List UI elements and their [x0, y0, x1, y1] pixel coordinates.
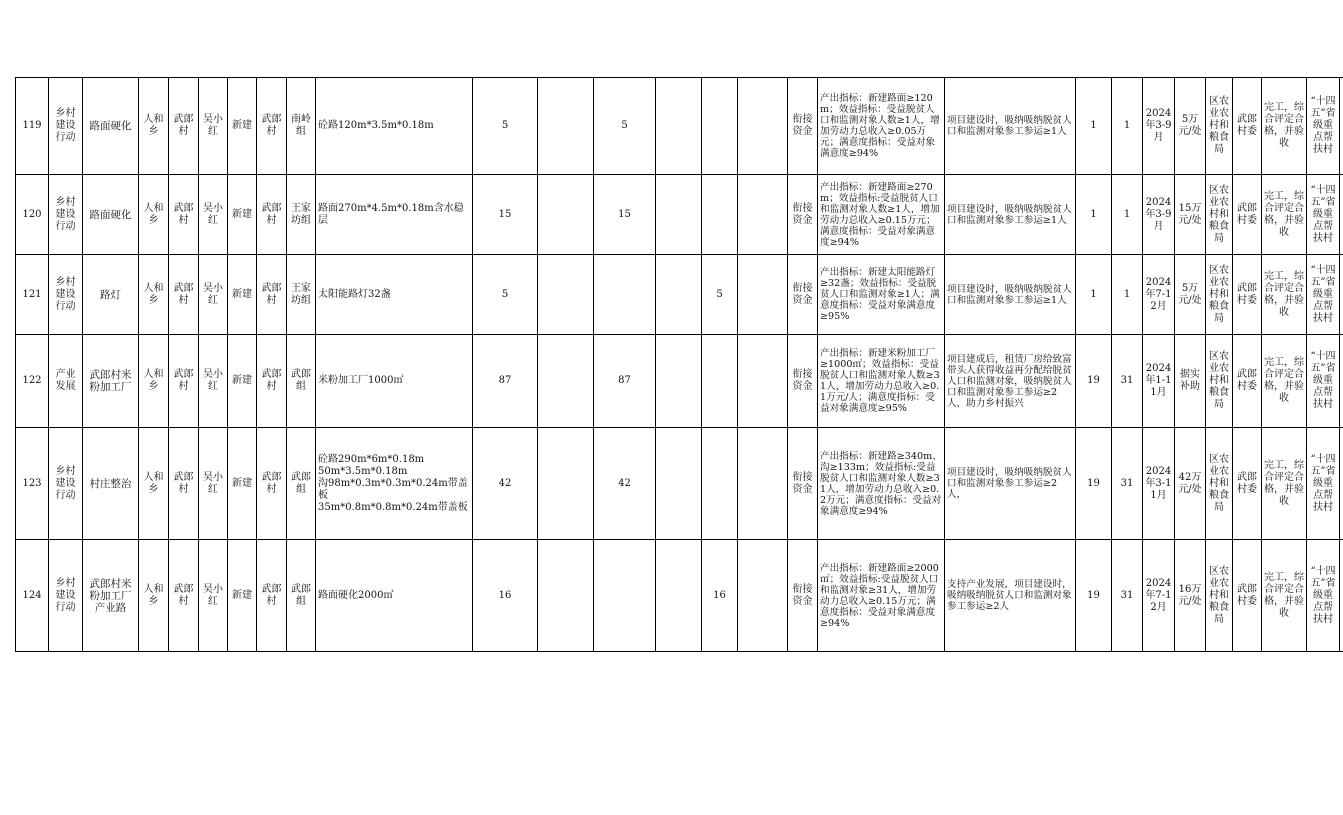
project-category: 产业发展: [49, 335, 83, 428]
implementing-unit: 武郎村委: [1233, 175, 1262, 255]
row-number: 122: [16, 335, 49, 428]
subsidy-standard: 15万元/处: [1175, 175, 1206, 255]
beneficiary-households: 19: [1076, 335, 1112, 428]
responsible-department: 区农业农村和粮食局: [1206, 335, 1233, 428]
construction-type: 新建: [228, 540, 257, 652]
beneficiary-persons: 31: [1112, 335, 1143, 428]
implementation-period: 2024年7-12月: [1143, 540, 1175, 652]
village: 武郎村: [169, 78, 199, 175]
table-body: [16, 78, 1343, 652]
fund-source: 衔接资金: [788, 428, 818, 540]
fund-column-2: [594, 540, 656, 652]
construction-type: 新建: [228, 78, 257, 175]
remark: “十四五”省级重点帮扶村: [1307, 255, 1340, 335]
performance-indicator: 产出指标：新建米粉加工厂≥1000㎡；效益指标：受益脱贫人口和监测对象人数≥31人，增加劳动力总收入≥0.1万元/人；满意度指标：受益对象满意度≥95%: [818, 335, 945, 428]
performance-indicator: 产出指标：新建路面≥2000㎡；效益指标:受益脱贫人口和监测对象≥31人，增加劳动力总收入≥0.15万元；满意度指标：受益对象满意度≥94%: [818, 540, 945, 652]
responsible-department: 区农业农村和粮食局: [1206, 255, 1233, 335]
extra-column: [1340, 255, 1343, 335]
location-village: 武郎村: [257, 255, 287, 335]
responsible-person: 吴小红: [199, 428, 228, 540]
row-number: 123: [16, 428, 49, 540]
implementing-unit: 武郎村委: [1233, 428, 1262, 540]
township: 人和乡: [139, 428, 169, 540]
responsible-department: 区农业农村和粮食局: [1206, 175, 1233, 255]
construction-type: 新建: [228, 428, 257, 540]
benefit-mechanism: 支持产业发展，项目建设时，吸纳吸纳脱贫人口和监测对象参工参运≥2人: [945, 540, 1076, 652]
fund-column-5: [738, 335, 788, 428]
beneficiary-households: 1: [1076, 255, 1112, 335]
village: 武郎村: [169, 428, 199, 540]
row-number: 119: [16, 78, 49, 175]
township: 人和乡: [139, 78, 169, 175]
row-number: 124: [16, 540, 49, 652]
row-number: 120: [16, 175, 49, 255]
fund-column-4: [702, 175, 738, 255]
project-category: 乡村建设行动: [49, 428, 83, 540]
fund-column-2: 42: [594, 428, 656, 540]
table-row: [16, 255, 1343, 335]
remark: “十四五”省级重点帮扶村: [1307, 78, 1340, 175]
location-group: 武郎组: [287, 428, 316, 540]
construction-type: 新建: [228, 255, 257, 335]
acceptance-status: 完工，综合评定合格，并验收: [1262, 255, 1307, 335]
location-group: 武郎组: [287, 540, 316, 652]
fund-column-2: 87: [594, 335, 656, 428]
fund-column-1: [538, 540, 594, 652]
benefit-mechanism: 项目建设时，吸纳吸纳脱贫人口和监测对象参工参运≥2人，: [945, 428, 1076, 540]
responsible-person: 吴小红: [199, 335, 228, 428]
project-category: 乡村建设行动: [49, 175, 83, 255]
responsible-department: 区农业农村和粮食局: [1206, 78, 1233, 175]
implementing-unit: 武郎村委: [1233, 335, 1262, 428]
construction-type: 新建: [228, 175, 257, 255]
acceptance-status: 完工，综合评定合格，并验收: [1262, 428, 1307, 540]
beneficiary-persons: 1: [1112, 175, 1143, 255]
table-row: [16, 78, 1343, 175]
fund-column-2: 5: [594, 78, 656, 175]
fund-column-1: [538, 428, 594, 540]
row-number: 121: [16, 255, 49, 335]
fund-source: 衔接资金: [788, 78, 818, 175]
remark: “十四五”省级重点帮扶村: [1307, 428, 1340, 540]
total-investment: 42: [473, 428, 538, 540]
total-investment: 87: [473, 335, 538, 428]
table-row: [16, 175, 1343, 255]
extra-column: [1340, 540, 1343, 652]
benefit-mechanism: 项目建设时，吸纳吸纳脱贫人口和监测对象参工参运≥1人: [945, 255, 1076, 335]
total-investment: 5: [473, 78, 538, 175]
implementation-period: 2024年3-9月: [1143, 175, 1175, 255]
beneficiary-persons: 1: [1112, 78, 1143, 175]
extra-column: [1340, 335, 1343, 428]
implementation-period: 2024年7-12月: [1143, 255, 1175, 335]
fund-column-3: [656, 255, 702, 335]
fund-column-1: [538, 78, 594, 175]
fund-source: 衔接资金: [788, 255, 818, 335]
total-investment: 15: [473, 175, 538, 255]
subsidy-standard: 16万元/处: [1175, 540, 1206, 652]
fund-column-3: [656, 78, 702, 175]
location-village: 武郎村: [257, 335, 287, 428]
location-group: 南岭组: [287, 78, 316, 175]
fund-column-5: [738, 255, 788, 335]
table-row: [16, 335, 1343, 428]
project-name: 路面硬化: [83, 175, 139, 255]
extra-column: [1340, 78, 1343, 175]
subsidy-standard: 42万元/处: [1175, 428, 1206, 540]
fund-column-4: 16: [702, 540, 738, 652]
total-investment: 16: [473, 540, 538, 652]
fund-column-1: [538, 255, 594, 335]
village: 武郎村: [169, 540, 199, 652]
responsible-person: 吴小红: [199, 78, 228, 175]
subsidy-standard: 5万元/处: [1175, 78, 1206, 175]
beneficiary-households: 1: [1076, 175, 1112, 255]
remark: “十四五”省级重点帮扶村: [1307, 175, 1340, 255]
fund-column-3: [656, 175, 702, 255]
performance-indicator: 产出指标：新建路面≥120m；效益指标：受益脱贫人口和监测对象人数≥1人，增加劳动力总收入≥0.05万元；满意度指标：受益对象满意度≥94%: [818, 78, 945, 175]
fund-column-1: [538, 335, 594, 428]
construction-content: 路面270m*4.5m*0.18m含水稳层: [316, 175, 473, 255]
location-village: 武郎村: [257, 540, 287, 652]
acceptance-status: 完工，综合评定合格，并验收: [1262, 175, 1307, 255]
acceptance-status: 完工，综合评定合格，并验收: [1262, 335, 1307, 428]
village: 武郎村: [169, 335, 199, 428]
village: 武郎村: [169, 255, 199, 335]
benefit-mechanism: 项目建设时，吸纳吸纳脱贫人口和监测对象参工参运≥1人: [945, 175, 1076, 255]
performance-indicator: 产出指标：新建路≥340m、沟≥133m；效益指标:受益脱贫人口和监测对象人数≥31人，增加劳动力总收入≥0.2万元；满意度指标：受益对象满意度≥94%: [818, 428, 945, 540]
beneficiary-households: 19: [1076, 540, 1112, 652]
construction-content: 路面硬化2000㎡: [316, 540, 473, 652]
construction-type: 新建: [228, 335, 257, 428]
acceptance-status: 完工，综合评定合格，并验收: [1262, 540, 1307, 652]
fund-column-2: 15: [594, 175, 656, 255]
project-name: 路灯: [83, 255, 139, 335]
fund-column-2: [594, 255, 656, 335]
township: 人和乡: [139, 175, 169, 255]
performance-indicator: 产出指标：新建路面≥270m；效益指标:受益脱贫人口和监测对象人数≥1人，增加劳动力总收入≥0.15万元；满意度指标：受益对象满意度≥94%: [818, 175, 945, 255]
implementation-period: 2024年1-11月: [1143, 335, 1175, 428]
beneficiary-persons: 31: [1112, 540, 1143, 652]
location-group: 王家坊组: [287, 175, 316, 255]
project-category: 乡村建设行动: [49, 540, 83, 652]
table-row: [16, 540, 1343, 652]
fund-column-3: [656, 540, 702, 652]
acceptance-status: 完工，综合评定合格，并验收: [1262, 78, 1307, 175]
beneficiary-persons: 1: [1112, 255, 1143, 335]
project-table: [15, 77, 1343, 652]
implementation-period: 2024年3-9月: [1143, 78, 1175, 175]
fund-source: 衔接资金: [788, 335, 818, 428]
location-group: 王家坊组: [287, 255, 316, 335]
fund-column-5: [738, 428, 788, 540]
fund-column-5: [738, 540, 788, 652]
extra-column: [1340, 175, 1343, 255]
project-name: 武郎村米粉加工厂产业路: [83, 540, 139, 652]
fund-source: 衔接资金: [788, 540, 818, 652]
project-name: 村庄整治: [83, 428, 139, 540]
project-name: 路面硬化: [83, 78, 139, 175]
remark: “十四五”省级重点帮扶村: [1307, 335, 1340, 428]
fund-column-1: [538, 175, 594, 255]
benefit-mechanism: 项目建设时，吸纳吸纳脱贫人口和监测对象参工参运≥1人: [945, 78, 1076, 175]
implementing-unit: 武郎村委: [1233, 540, 1262, 652]
remark: “十四五”省级重点帮扶村: [1307, 540, 1340, 652]
beneficiary-households: 19: [1076, 428, 1112, 540]
responsible-person: 吴小红: [199, 175, 228, 255]
location-group: 武郎组: [287, 335, 316, 428]
beneficiary-households: 1: [1076, 78, 1112, 175]
location-village: 武郎村: [257, 428, 287, 540]
beneficiary-persons: 31: [1112, 428, 1143, 540]
fund-column-5: [738, 78, 788, 175]
responsible-department: 区农业农村和粮食局: [1206, 428, 1233, 540]
implementing-unit: 武郎村委: [1233, 78, 1262, 175]
implementing-unit: 武郎村委: [1233, 255, 1262, 335]
responsible-person: 吴小红: [199, 255, 228, 335]
village: 武郎村: [169, 175, 199, 255]
fund-column-5: [738, 175, 788, 255]
fund-column-4: [702, 78, 738, 175]
fund-source: 衔接资金: [788, 175, 818, 255]
benefit-mechanism: 项目建成后，租赁厂房给致富带头人获得收益再分配给脱贫人口和监测对象，吸纳脱贫人口和监测对象参工参运≥2人，助力乡村振兴: [945, 335, 1076, 428]
subsidy-standard: 5万元/处: [1175, 255, 1206, 335]
project-category: 乡村建设行动: [49, 78, 83, 175]
performance-indicator: 产出指标：新建太阳能路灯≥32盏；效益指标：受益脱贫人口和监测对象≥1人；满意度指标：受益对象满意度≥95%: [818, 255, 945, 335]
construction-content: 砼路290m*6m*0.18m 50m*3.5m*0.18m 沟98m*0.3m*0.3m*0.24m带盖板 35m*0.8m*0.8m*0.24m带盖板: [316, 428, 473, 540]
subsidy-standard: 据实补助: [1175, 335, 1206, 428]
township: 人和乡: [139, 540, 169, 652]
fund-column-4: 5: [702, 255, 738, 335]
construction-content: 太阳能路灯32盏: [316, 255, 473, 335]
fund-column-4: [702, 335, 738, 428]
township: 人和乡: [139, 335, 169, 428]
location-village: 武郎村: [257, 175, 287, 255]
fund-column-4: [702, 428, 738, 540]
location-village: 武郎村: [257, 78, 287, 175]
project-name: 武郎村米粉加工厂: [83, 335, 139, 428]
table-row: [16, 428, 1343, 540]
project-category: 乡村建设行动: [49, 255, 83, 335]
fund-column-3: [656, 428, 702, 540]
total-investment: 5: [473, 255, 538, 335]
construction-content: 砼路120m*3.5m*0.18m: [316, 78, 473, 175]
township: 人和乡: [139, 255, 169, 335]
responsible-person: 吴小红: [199, 540, 228, 652]
construction-content: 米粉加工厂1000㎡: [316, 335, 473, 428]
extra-column: [1340, 428, 1343, 540]
implementation-period: 2024年3-11月: [1143, 428, 1175, 540]
fund-column-3: [656, 335, 702, 428]
responsible-department: 区农业农村和粮食局: [1206, 540, 1233, 652]
